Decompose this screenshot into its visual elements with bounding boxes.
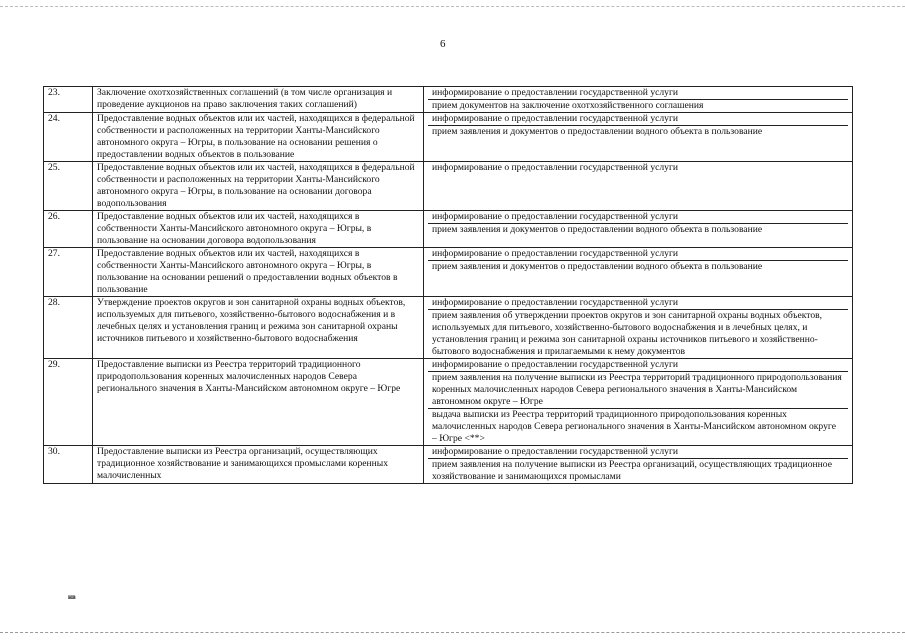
service-action: прием заявления на получение выписки из Реестра организаций, осуществляющих традиционное хозяйствование и занимающихся промыслами	[432, 459, 832, 482]
service-action: информирование о предоставлении государственной услуги	[428, 211, 848, 224]
page-number: 6	[440, 38, 446, 50]
service-actions	[424, 211, 853, 248]
row-number: 24.	[44, 113, 93, 162]
service-name: Предоставление выписки из Реестра организаций, осуществляющих традиционное хозяйствование и занимающихся промыслами коренных малочисленных	[93, 446, 424, 484]
service-action: прием заявления и документов о предоставлении водного объекта в пользование	[432, 126, 763, 137]
service-action: информирование о предоставлении государственной услуги	[428, 87, 848, 100]
service-name: Предоставление выписки из Реестра территорий традиционного природопользования коренных малочисленных народов Севера регионального значения в Ханты-Мансийском автономном округе – Югре	[93, 359, 424, 446]
service-name: Предоставление водных объектов или их частей, находящихся в собственности Ханты-Мансийского автономного округа – Югры, в пользование на основании решений о предоставлении водных объектов в пользование	[93, 248, 424, 297]
services-table-body	[44, 87, 853, 484]
service-action: прием заявления на получение выписки из Реестра территорий традиционного природопользования коренных малочисленных народов Севера регионального значения в Ханты-Мансийском автономном округе – Югре	[428, 372, 848, 409]
service-action: прием заявления и документов о предоставлении водного объекта в пользование	[432, 224, 763, 235]
service-action: информирование о предоставлении государственной услуги	[428, 446, 848, 459]
bottom-scan-edge	[0, 632, 905, 633]
service-name: Утверждение проектов округов и зон санитарной охраны водных объектов, используемых для питьевого, хозяйственно-бытового водоснабжения и в лечебных целях и установления границ и режима зон санитарной охраны источников питьевого и хозяйственно-бытового водоснабжения	[93, 297, 424, 359]
service-action: информирование о предоставлении государственной услуги	[428, 113, 848, 126]
service-action: выдача выписки из Реестра территорий традиционного природопользования коренных малочисленных народов Севера регионального значения в Ханты-Мансийском автономном округе – Югре <**>	[432, 409, 836, 444]
service-actions	[424, 446, 853, 484]
table-row	[44, 248, 853, 297]
table-row	[44, 211, 853, 248]
service-name: Предоставление водных объектов или их частей, находящихся в федеральной собственности и расположенных на территории Ханты-Мансийского автономного округа – Югры, в пользование на основании договора водопользования	[93, 162, 424, 211]
table-row	[44, 359, 853, 446]
row-number: 28.	[44, 297, 93, 359]
service-action: информирование о предоставлении государственной услуги	[432, 162, 679, 173]
service-actions	[424, 297, 853, 359]
row-number: 29.	[44, 359, 93, 446]
table-row	[44, 162, 853, 211]
service-name: Предоставление водных объектов или их частей, находящихся в федеральной собственности и расположенных на территории Ханты-Мансийского автономного округа – Югры, в пользование на основании решения о предоставлении водных объектов в пользование	[93, 113, 424, 162]
service-action: информирование о предоставлении государственной услуги	[428, 359, 848, 372]
service-action: информирование о предоставлении государственной услуги	[428, 248, 848, 261]
top-scan-edge	[0, 6, 905, 7]
table-row	[44, 446, 853, 484]
row-number: 26.	[44, 211, 93, 248]
table-row	[44, 297, 853, 359]
service-name: Заключение охотхозяйственных соглашений (в том числе организация и проведение аукционов на право заключения таких соглашений)	[93, 87, 424, 113]
service-actions	[424, 359, 853, 446]
service-action: информирование о предоставлении государственной услуги	[428, 297, 848, 310]
service-actions	[424, 113, 853, 162]
row-number: 23.	[44, 87, 93, 113]
table-row	[44, 87, 853, 113]
service-actions	[424, 87, 853, 113]
service-action: прием заявления и документов о предоставлении водного объекта в пользование	[432, 261, 763, 272]
row-number: 25.	[44, 162, 93, 211]
row-number: 27.	[44, 248, 93, 297]
row-number: 30.	[44, 446, 93, 484]
footer-initials: нв	[68, 593, 76, 601]
service-actions	[424, 248, 853, 297]
table-row	[44, 113, 853, 162]
service-action: прием заявления об утверждении проектов округов и зон санитарной охраны водных объектов, используемых для питьевого, хозяйственно-бытового водоснабжения и в лечебных целях, и установления границ и режима зон санитарной охраны источников питьевого и хозяйственно-бытового водоснабжения и прилагаемыми к нему документов	[432, 310, 823, 357]
service-actions	[424, 162, 853, 211]
service-action: прием документов на заключение охотхозяйственного соглашения	[432, 100, 704, 111]
services-table	[43, 86, 853, 484]
service-name: Предоставление водных объектов или их частей, находящихся в собственности Ханты-Мансийского автономного округа – Югры, в пользование на основании договора водопользования	[93, 211, 424, 248]
